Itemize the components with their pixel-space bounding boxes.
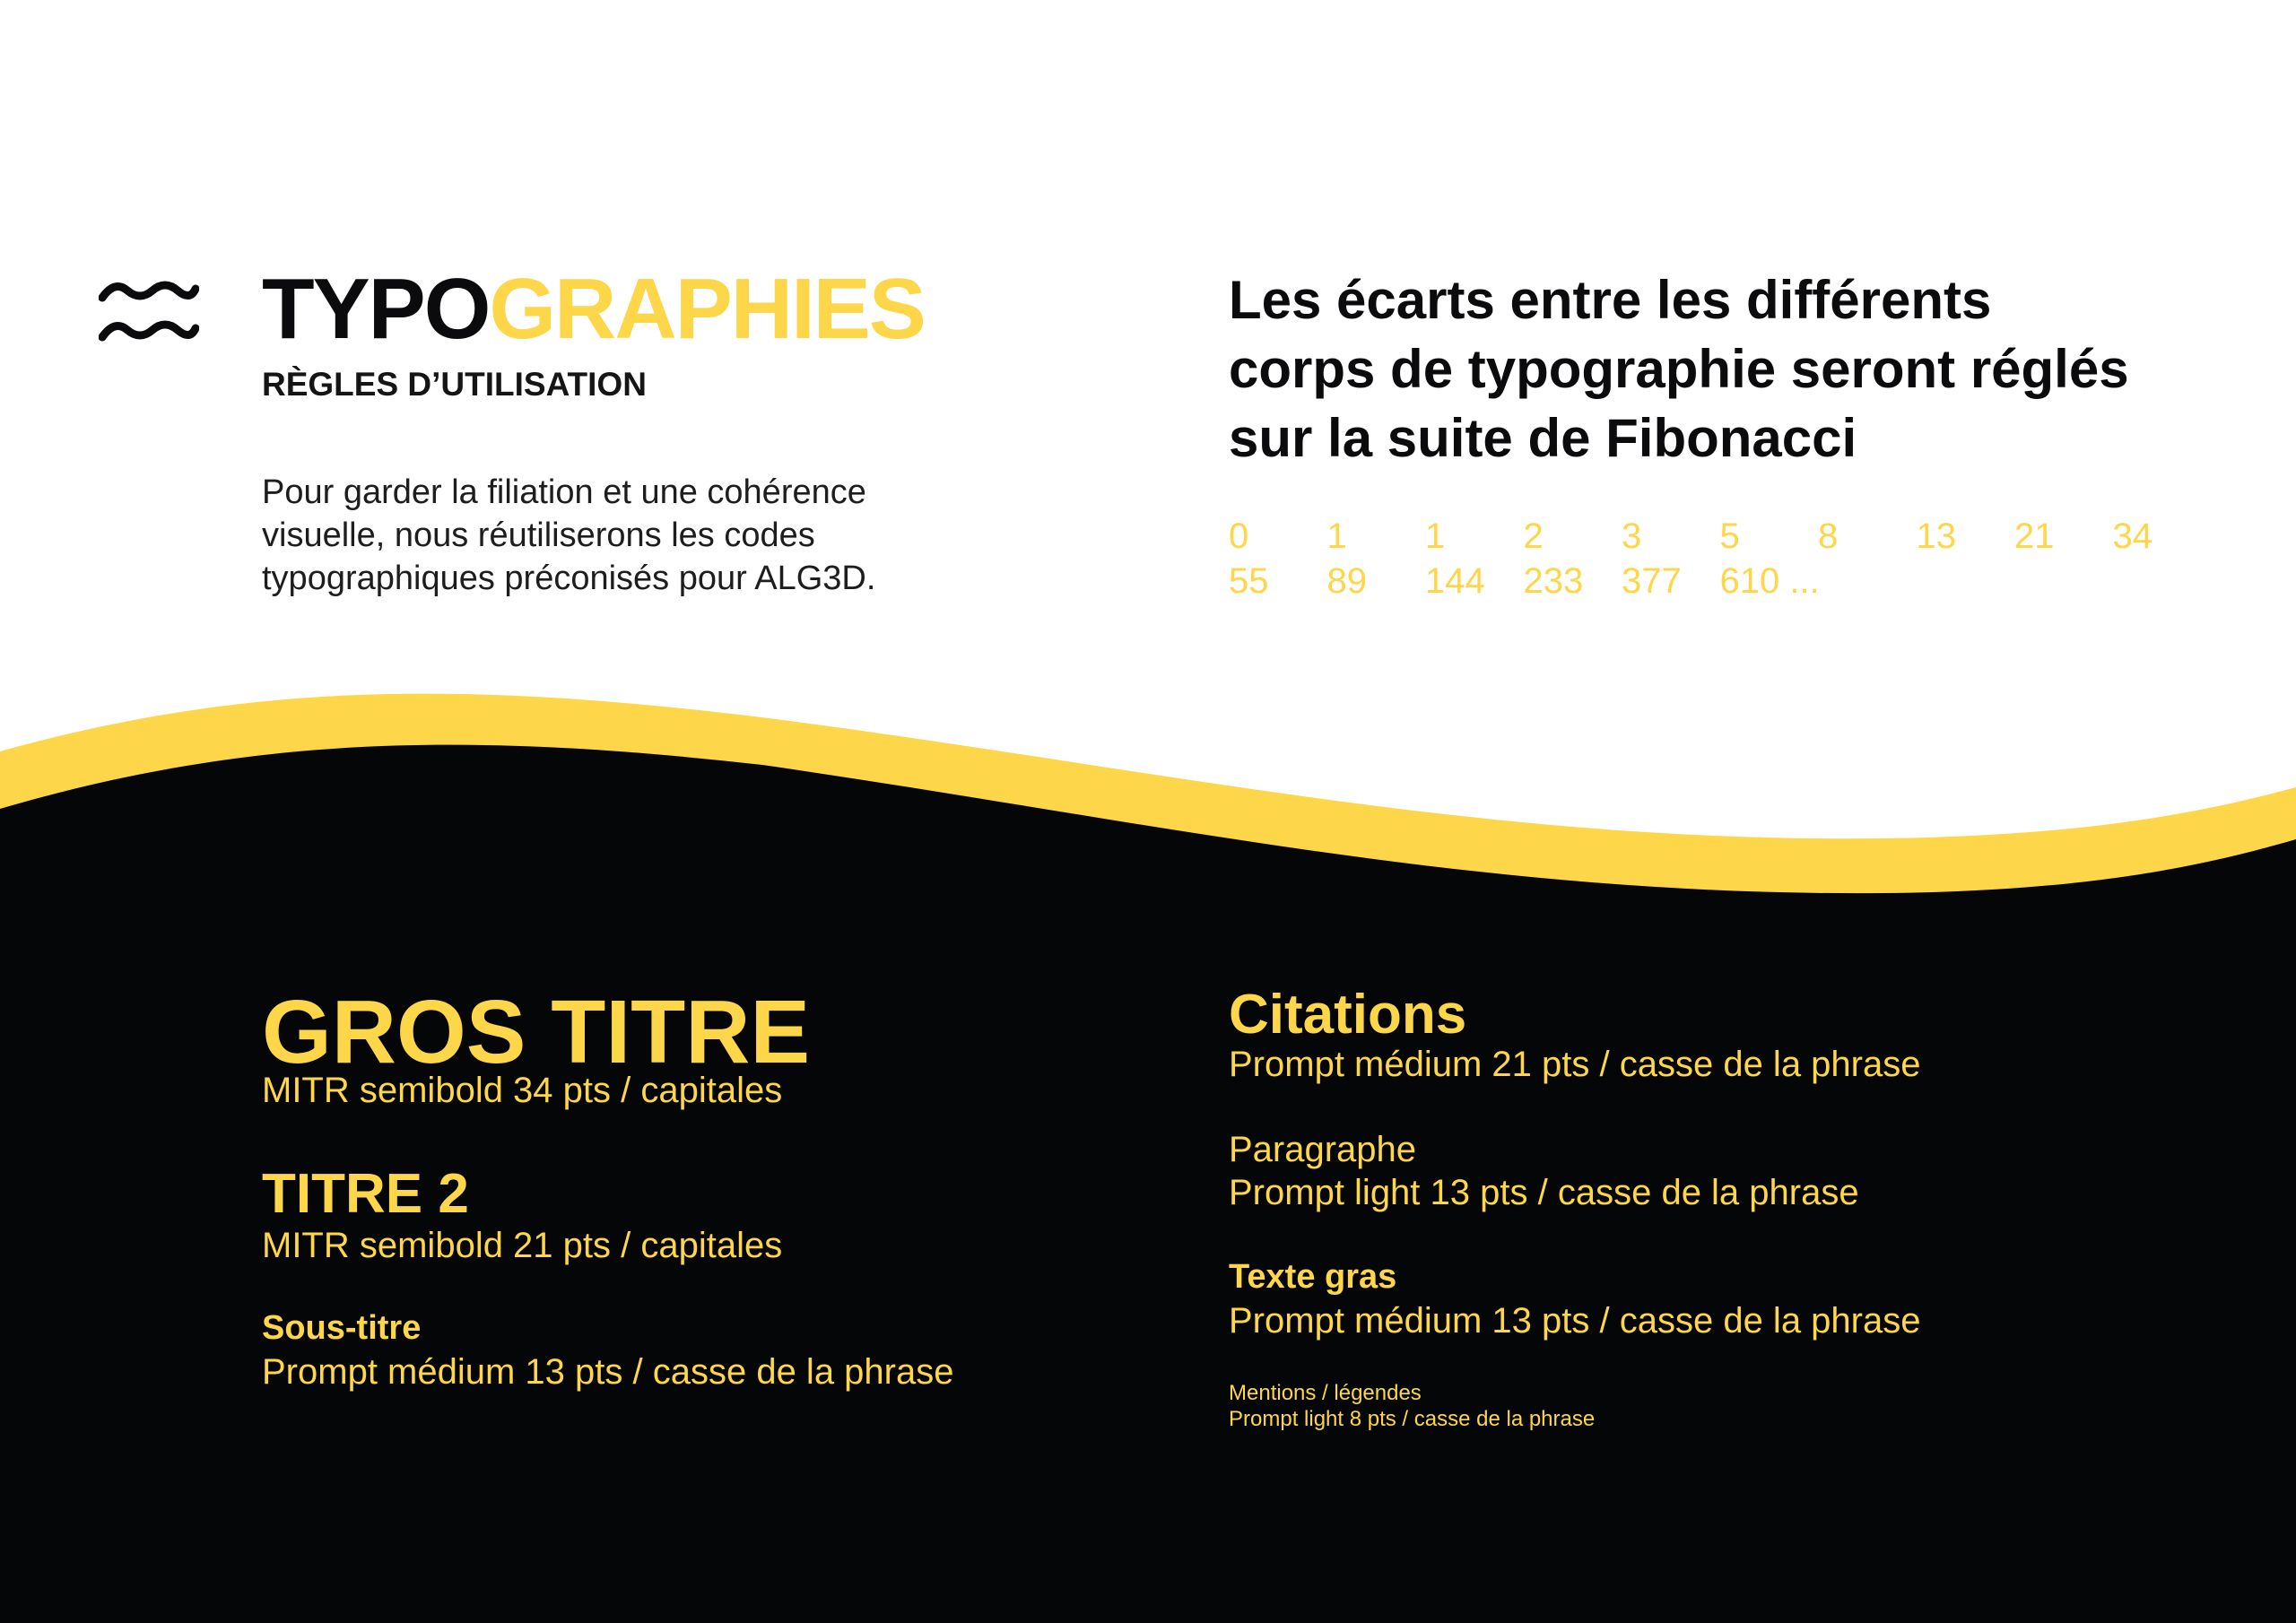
fibonacci-number: 2 [1523, 516, 1544, 556]
title-part-dark: TYPO [262, 261, 490, 357]
style-citations-desc: Prompt médium 21 pts / casse de la phrase [1229, 1045, 1921, 1084]
fibonacci-number: 0 [1229, 516, 1249, 556]
style-mentions-desc: Prompt light 8 pts / casse de la phrase [1229, 1407, 1596, 1431]
fibonacci-number: 1 [1326, 516, 1347, 556]
intro-line: typographiques préconisés pour ALG3D. [262, 560, 876, 597]
title-part-accent: GRAPHIES [489, 261, 925, 357]
fibonacci-number: 1 [1425, 516, 1446, 556]
fibonacci-number: 377 [1622, 561, 1682, 601]
fibonacci-number: 55 [1229, 561, 1269, 601]
fibonacci-number: 8 [1818, 516, 1839, 556]
fibonacci-number: 5 [1719, 516, 1740, 556]
fibonacci-number: 610 ... [1719, 561, 1820, 601]
style-gros-titre-label: GROS TITRE [262, 982, 811, 1082]
fibonacci-number: 89 [1326, 561, 1367, 601]
fibonacci-number: 34 [2112, 516, 2152, 556]
statement-line: corps de typographie seront réglés [1229, 339, 2129, 399]
style-titre2-label: TITRE 2 [262, 1163, 469, 1225]
page-subtitle: RÈGLES D’UTILISATION [262, 366, 647, 403]
style-sous-titre-desc: Prompt médium 13 pts / casse de la phrase [262, 1352, 954, 1392]
fibonacci-number: 144 [1425, 561, 1485, 601]
intro-paragraph [262, 471, 944, 600]
statement-line: sur la suite de Fibonacci [1229, 408, 1857, 468]
style-titre2-desc: MITR semibold 21 pts / capitales [262, 1226, 783, 1265]
intro-line: Pour garder la filiation et une cohérence [262, 473, 866, 511]
fibonacci-number: 13 [1916, 516, 1956, 556]
style-mentions-label: Mentions / légendes [1229, 1381, 1422, 1405]
fibonacci-number: 21 [2014, 516, 2055, 556]
style-texte-gras-desc: Prompt médium 13 pts / casse de la phrase [1229, 1301, 1921, 1341]
style-citations-label: Citations [1229, 984, 1467, 1046]
style-gros-titre-desc: MITR semibold 34 pts / capitales [262, 1071, 783, 1110]
style-paragraphe-label: Paragraphe [1229, 1130, 1417, 1169]
page-title [262, 260, 925, 359]
fibonacci-statement [1229, 265, 2224, 473]
style-sous-titre-label: Sous-titre [262, 1309, 422, 1347]
double-wave-icon [99, 274, 199, 348]
fibonacci-number: 233 [1523, 561, 1584, 601]
fibonacci-number: 3 [1622, 516, 1642, 556]
style-paragraphe-desc: Prompt light 13 pts / casse de la phrase [1229, 1173, 1859, 1212]
statement-line: Les écarts entre les différents [1229, 270, 1992, 330]
intro-line: visuelle, nous réutiliserons les codes [262, 516, 815, 554]
style-texte-gras-label: Texte gras [1229, 1258, 1397, 1296]
fibonacci-sequence [1229, 515, 2224, 603]
